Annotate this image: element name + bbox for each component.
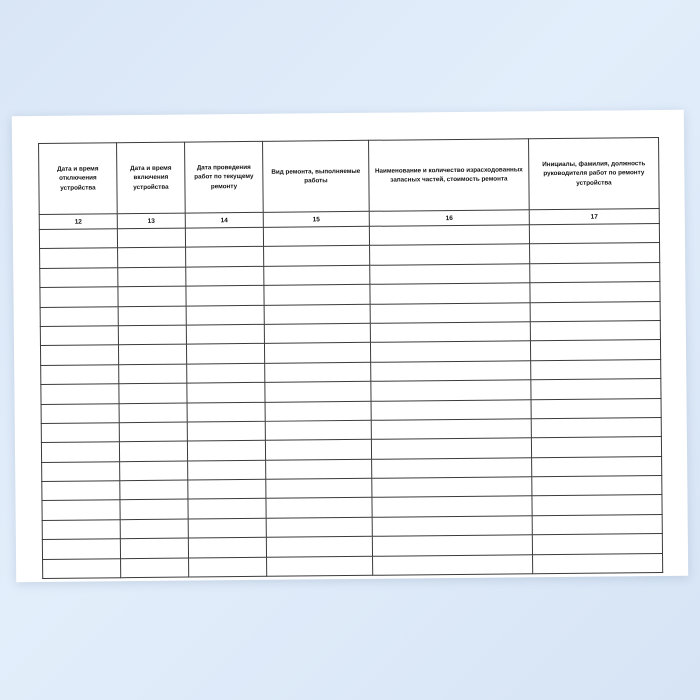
- table-cell: [189, 557, 267, 577]
- table-cell: [186, 305, 264, 325]
- table-cell: [118, 306, 186, 326]
- table-cell: [266, 478, 372, 498]
- table-cell: [372, 496, 532, 517]
- table-cell: [369, 225, 529, 246]
- table-cell: [264, 343, 370, 363]
- table-container: [38, 137, 662, 555]
- table-cell: [265, 401, 371, 421]
- table-cell: [42, 520, 120, 540]
- table-cell: [264, 323, 370, 343]
- table-cell: [265, 381, 371, 401]
- table-cell: [188, 499, 266, 519]
- table-cell: [41, 442, 119, 462]
- table-cell: [120, 519, 188, 539]
- table-cell: [117, 228, 185, 248]
- table-cell: [370, 283, 530, 304]
- table-cell: [372, 457, 532, 478]
- table-cell: [41, 423, 119, 443]
- table-cell: [119, 364, 187, 384]
- column-header-13: Дата и время включения устройства: [117, 142, 186, 214]
- table-cell: [264, 246, 370, 266]
- table-cell: [120, 461, 188, 481]
- column-number-14: 14: [185, 212, 263, 228]
- table-cell: [371, 438, 531, 459]
- column-header-15: Вид ремонта, выполняемые работы: [263, 140, 370, 212]
- table-cell: [186, 285, 264, 305]
- table-cell: [373, 554, 533, 575]
- table-cell: [40, 326, 118, 346]
- column-header-12: Дата и время отключения устройства: [39, 143, 118, 215]
- table-cell: [121, 558, 189, 578]
- table-cell: [187, 382, 265, 402]
- table-cell: [265, 362, 371, 382]
- table-cell: [370, 341, 530, 362]
- table-cell: [531, 417, 661, 438]
- table-cell: [266, 537, 372, 557]
- table-cell: [39, 229, 117, 249]
- table-cell: [186, 266, 264, 286]
- table-cell: [40, 287, 118, 307]
- table-cell: [530, 282, 660, 303]
- column-header-17: Инициалы, фамилия, должность руководителя работ по ремонту устройства: [529, 138, 660, 210]
- table-cell: [531, 437, 661, 458]
- table-cell: [187, 441, 265, 461]
- table-cell: [186, 324, 264, 344]
- table-cell: [265, 440, 371, 460]
- table-cell: [371, 399, 531, 420]
- table-body: [39, 224, 662, 579]
- table-cell: [187, 363, 265, 383]
- table-cell: [370, 244, 530, 265]
- table-cell: [372, 477, 532, 498]
- table-cell: [119, 422, 187, 442]
- table-cell: [372, 516, 532, 537]
- table-cell: [530, 243, 660, 264]
- table-cell: [531, 379, 661, 400]
- table-cell: [263, 226, 369, 246]
- table-cell: [264, 284, 370, 304]
- table-cell: [40, 268, 118, 288]
- table-cell: [186, 247, 264, 267]
- table-cell: [370, 322, 530, 343]
- table-cell: [370, 302, 530, 323]
- table-cell: [371, 361, 531, 382]
- table-cell: [187, 421, 265, 441]
- table-cell: [41, 384, 119, 404]
- table-cell: [266, 459, 372, 479]
- column-number-15: 15: [263, 211, 369, 227]
- table-cell: [529, 224, 659, 245]
- table-cell: [40, 248, 118, 268]
- table-cell: [118, 325, 186, 345]
- table-cell: [371, 380, 531, 401]
- table-cell: [118, 247, 186, 267]
- table-cell: [530, 340, 660, 361]
- table-cell: [532, 495, 662, 516]
- table-cell: [530, 320, 660, 341]
- table-cell: [187, 402, 265, 422]
- column-header-14: Дата проведения работ по текущему ремонту: [185, 141, 264, 213]
- table-cell: [119, 403, 187, 423]
- table-cell: [532, 476, 662, 497]
- table-cell: [266, 517, 372, 537]
- table-cell: [119, 441, 187, 461]
- table-cell: [188, 479, 266, 499]
- table-cell: [43, 558, 121, 578]
- table-cell: [532, 514, 662, 535]
- table-cell: [371, 419, 531, 440]
- table-cell: [41, 403, 119, 423]
- table-cell: [40, 306, 118, 326]
- repair-log-table: [38, 137, 663, 579]
- column-number-12: 12: [39, 214, 117, 230]
- table-cell: [40, 345, 118, 365]
- table-cell: [119, 383, 187, 403]
- paper-sheet: [12, 110, 688, 582]
- table-cell: [533, 553, 663, 574]
- header-row: [39, 138, 660, 215]
- column-number-17: 17: [529, 209, 659, 225]
- table-cell: [532, 456, 662, 477]
- table-cell: [531, 359, 661, 380]
- table-cell: [264, 265, 370, 285]
- table-cell: [267, 556, 373, 576]
- table-cell: [188, 460, 266, 480]
- table-cell: [265, 420, 371, 440]
- table-cell: [120, 538, 188, 558]
- table-cell: [186, 344, 264, 364]
- table-cell: [266, 498, 372, 518]
- table-cell: [120, 480, 188, 500]
- table-cell: [42, 461, 120, 481]
- table-cell: [372, 535, 532, 556]
- table-cell: [42, 481, 120, 501]
- table-cell: [188, 518, 266, 538]
- table-cell: [42, 500, 120, 520]
- table-cell: [370, 264, 530, 285]
- table-cell: [264, 304, 370, 324]
- table-cell: [185, 227, 263, 247]
- table-cell: [532, 534, 662, 555]
- table-cell: [530, 301, 660, 322]
- column-header-16: Наименование и количество израсходованных запасных частей, стоимость ремонта: [369, 139, 530, 212]
- table-cell: [41, 364, 119, 384]
- table-cell: [188, 538, 266, 558]
- column-number-13: 13: [117, 213, 185, 229]
- table-cell: [118, 344, 186, 364]
- table-cell: [120, 500, 188, 520]
- table-cell: [531, 398, 661, 419]
- table-cell: [42, 539, 120, 559]
- table-cell: [118, 267, 186, 287]
- table-header: [39, 138, 660, 230]
- table-cell: [118, 286, 186, 306]
- table-cell: [530, 262, 660, 283]
- column-number-16: 16: [369, 210, 529, 227]
